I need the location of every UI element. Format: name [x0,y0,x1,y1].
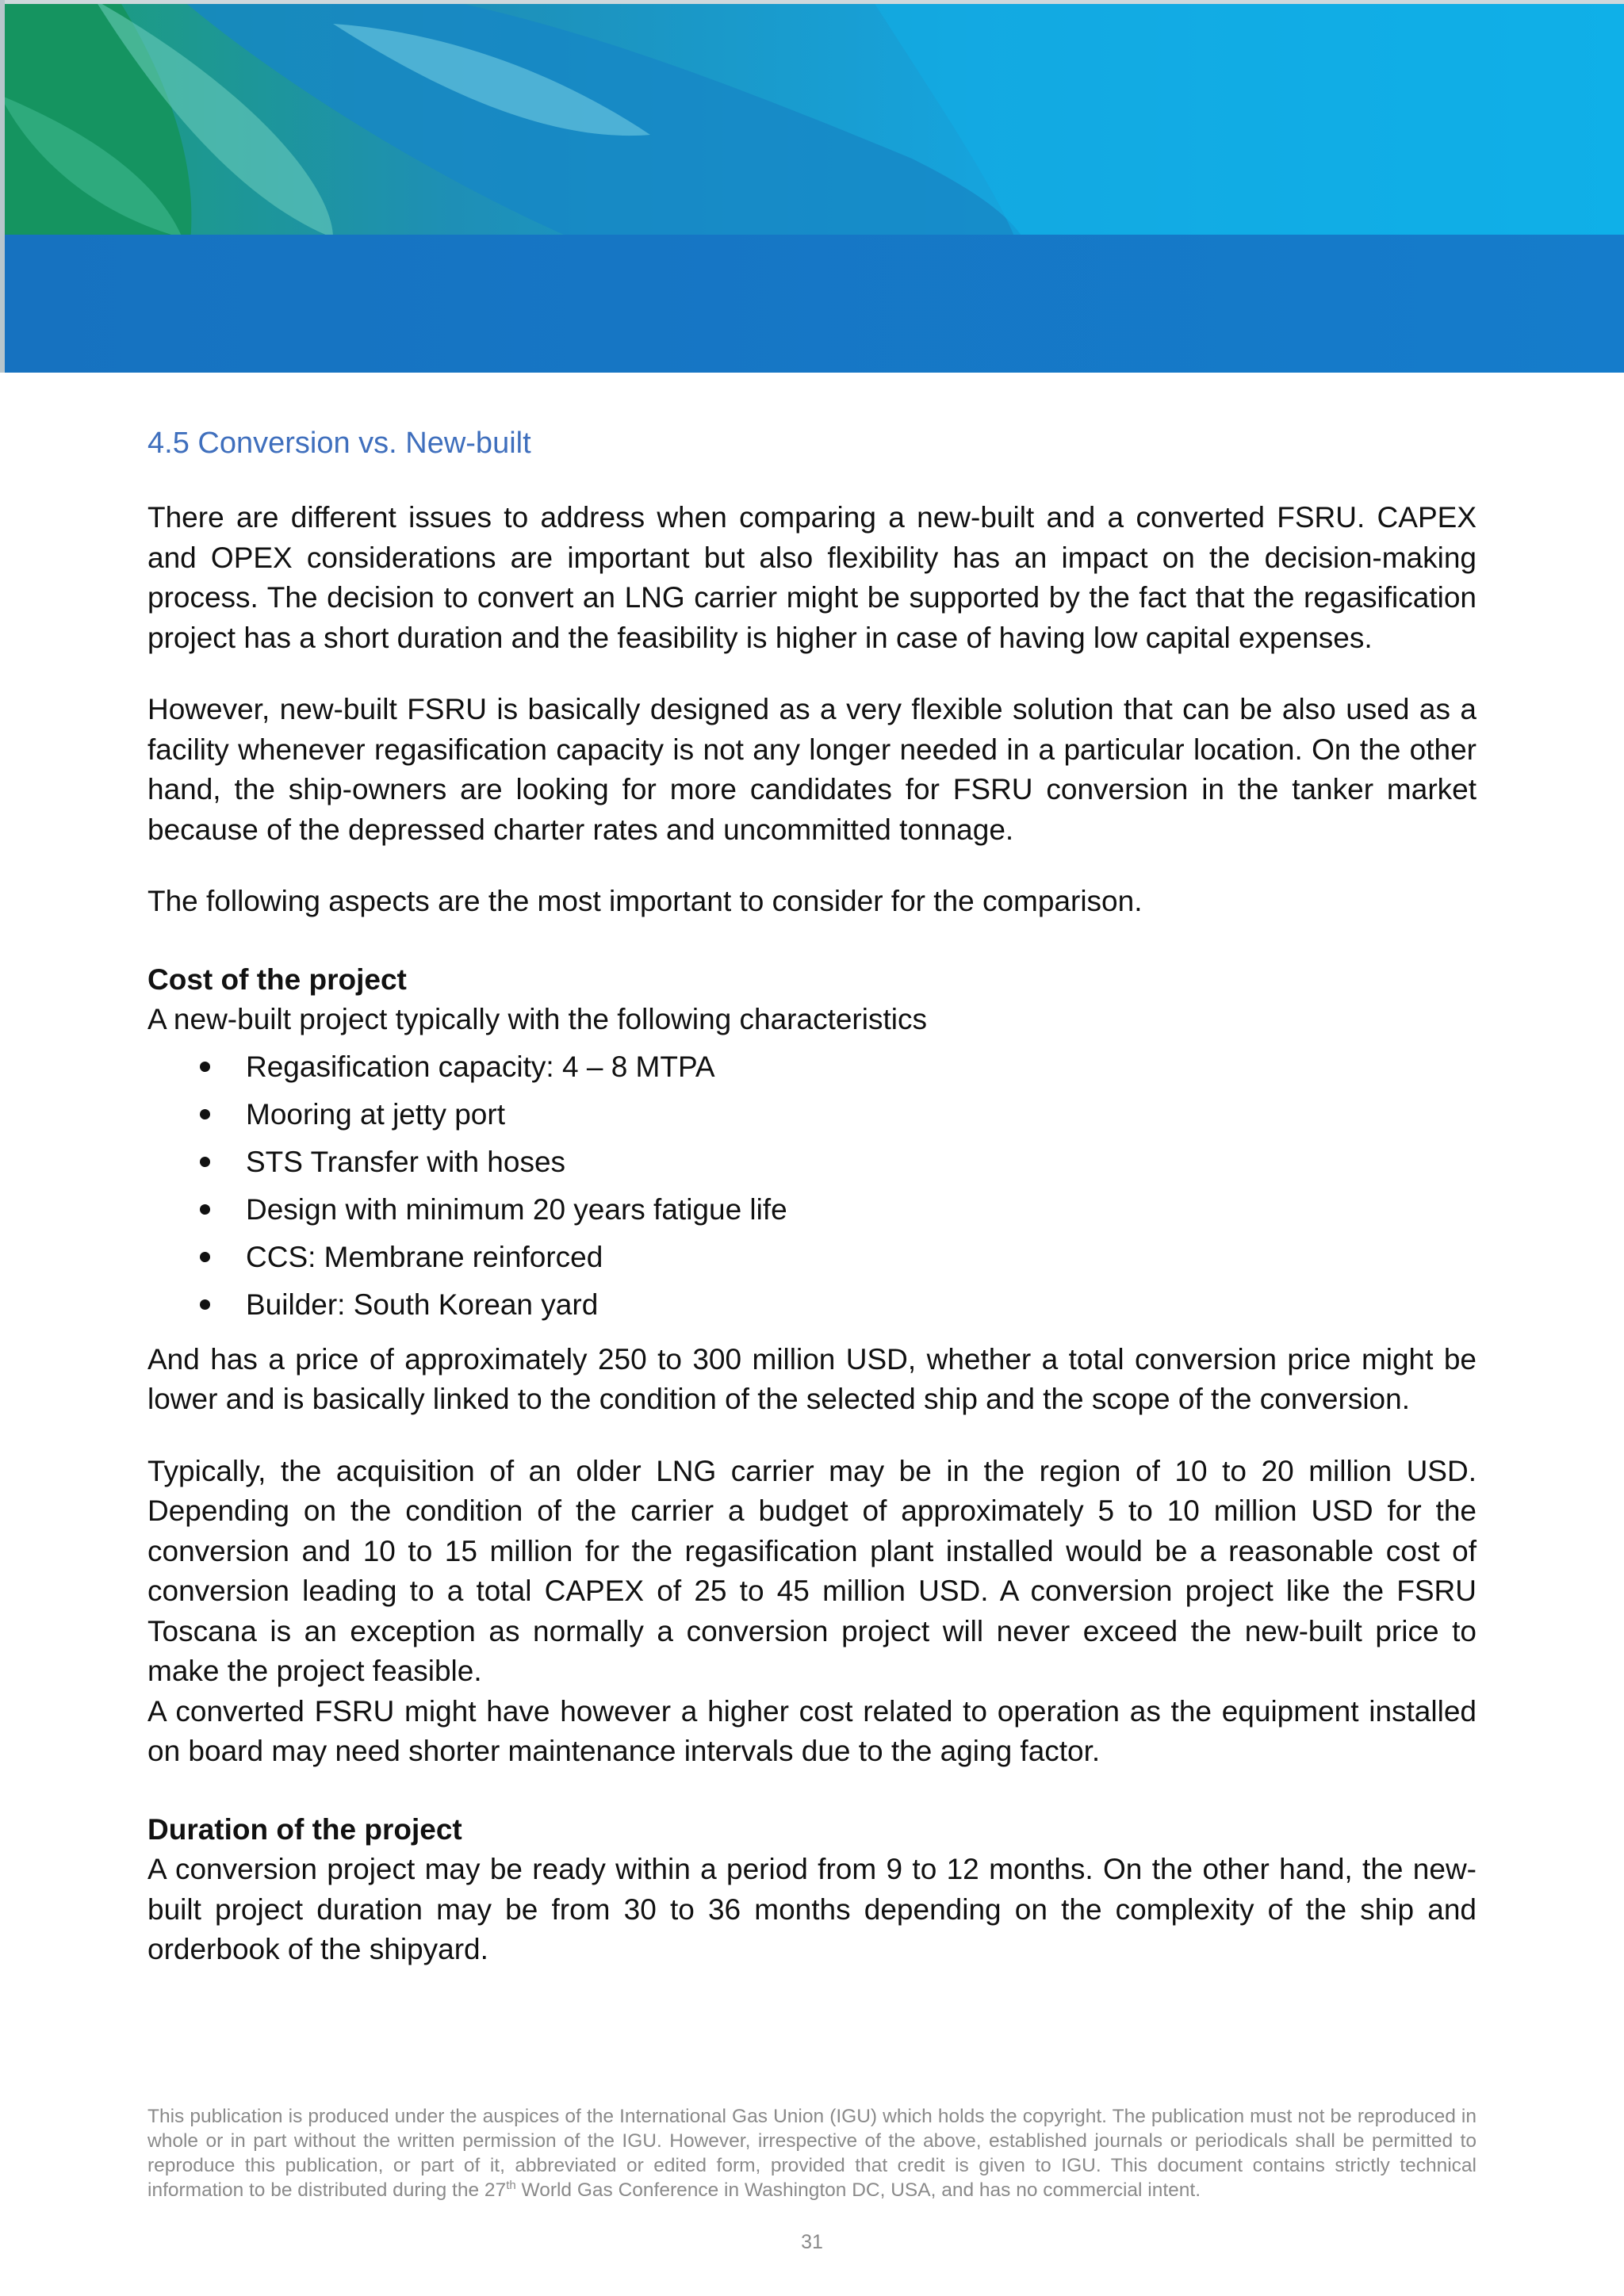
intro-paragraph: There are different issues to address when comparing a new-built and a converted FSRU. CAPEX and OPEX considerations are important but also flexibility has an impact on the decision-making process. The decision to convert an LNG carrier might be supported by the fact that the regasification project has a short duration and the feasibility is higher in case of having low capital expenses. [147,501,1477,654]
price-paragraph: And has a price of approximately 250 to 300 million USD, whether a total conversion price might be lower and is basically linked to the condition of the selected ship and the scope of the conversion. [147,1342,1477,1415]
page-number: 31 [801,2231,823,2253]
list-item-text: Regasification capacity: 4 – 8 MTPA [246,1050,715,1083]
list-item [246,1281,1477,1329]
list-item [246,1043,1477,1091]
footer-text-part1: This publication is produced under the auspices of the International Gas Union (IGU) which holds the copyright. The publication must not be reproduced in whole or in part without the written permission of the IGU. However, irrespective of the above, established journals or periodicals shall be permitted to reproduce this publication, or part of it, abbreviated or edited form, provided that credit is given to IGU. This document contains strictly technical information to be distributed during the 27 [147,2106,1477,2201]
cost-heading: Cost of the project [147,962,407,996]
bullet-icon [200,1109,210,1119]
list-item-text: STS Transfer with hoses [246,1145,566,1178]
aspects-paragraph: The following aspects are the most important to consider for the comparison. [147,885,1143,917]
footer-text-part2: World Gas Conference in Washington DC, USA, and has no commercial intent. [515,2179,1201,2201]
list-item [246,1091,1477,1138]
acquisition-paragraph: Typically, the acquisition of an older LNG carrier may be in the region of 10 to 20 million USD. Depending on the condition of the carrier a budget of approximately 5 to 10 million USD for the conversion and 10 to 15 million for the regasification plant installed would be a reasonable cost of conversion leading to a total CAPEX of 25 to 45 million USD. A conversion project like the FSRU Toscana is an exception as normally a conversion project will never exceed the new-built price to make the project feasible. [147,1454,1477,1687]
flexibility-paragraph: However, new-built FSRU is basically designed as a very flexible solution that can be also used as a facility whenever regasification capacity is not any longer needed in a particular location. On the other hand, the ship-owners are looking for more candidates for FSRU conversion in the tanker market because of the depressed charter rates and uncommitted tonnage. [147,693,1477,846]
list-item [246,1186,1477,1234]
list-item-text: CCS: Membrane reinforced [246,1240,603,1273]
header-banner [0,0,1624,373]
page-content [147,420,1477,1970]
bullet-icon [200,1299,210,1310]
list-item-text: Design with minimum 20 years fatigue life [246,1192,787,1226]
bullet-icon [200,1157,210,1167]
duration-paragraph: A conversion project may be ready within a period from 9 to 12 months. On the other hand, the new-built project duration may be from 30 to 36 months depending on the complexity of the ship and orderbook of the shipyard. [147,1853,1477,1965]
opex-paragraph: A converted FSRU might have however a higher cost related to operation as the equipment installed on board may need shorter maintenance intervals due to the aging factor. [147,1694,1477,1767]
list-item [246,1234,1477,1281]
list-item [246,1138,1477,1186]
copyright-footer [147,2104,1477,2202]
bullet-icon [200,1062,210,1072]
duration-heading: Duration of the project [147,1812,462,1846]
section-title: 4.5 Conversion vs. New-built [147,427,531,460]
characteristics-list [147,1043,1477,1329]
bullet-icon [200,1204,210,1215]
footer-superscript: th [506,2178,516,2192]
list-item-text: Builder: South Korean yard [246,1288,599,1321]
bullet-icon [200,1252,210,1262]
cost-lead: A new-built project typically with the following characteristics [147,1003,927,1035]
list-item-text: Mooring at jetty port [246,1097,505,1131]
